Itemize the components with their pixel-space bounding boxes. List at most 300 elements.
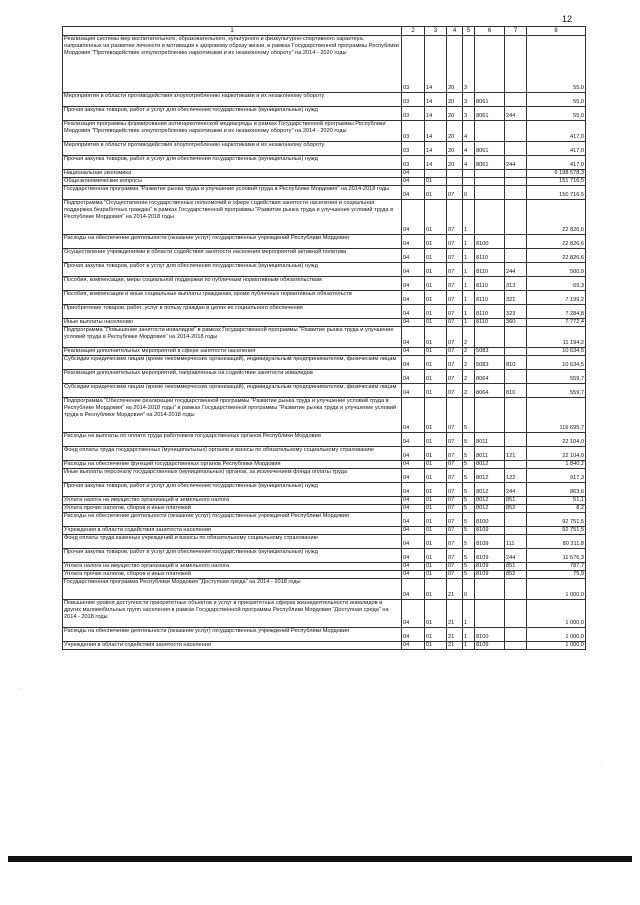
code-cell <box>475 178 505 186</box>
code-cell: 5 <box>463 549 475 563</box>
code-cell: 04 <box>402 571 425 579</box>
code-cell: 5 <box>463 505 475 513</box>
table-row <box>63 628 586 642</box>
table-body <box>63 27 586 650</box>
code-cell: 07 <box>447 305 463 319</box>
code-cell: 07 <box>447 186 463 200</box>
code-cell: 20 <box>447 142 463 156</box>
row-name-cell: Расходы на выплаты по оплате труда работников государственных органов Республики Мордовия <box>63 433 402 447</box>
row-name-cell: Прочая закупка товаров, работ и услуг для обеспечения государственных (муниципальных) нужд <box>63 483 402 497</box>
code-cell: 07 <box>447 447 463 461</box>
row-name-cell: Национальная экономика <box>63 170 402 178</box>
amount-cell: 116 695,7 <box>527 398 586 433</box>
table-row <box>63 305 586 319</box>
code-cell: 8109 <box>475 527 505 535</box>
code-cell: 04 <box>402 563 425 571</box>
table-row <box>63 527 586 535</box>
table-row <box>63 348 586 356</box>
table-row <box>63 36 586 93</box>
code-cell: 8012 <box>475 505 505 513</box>
code-cell: 14 <box>425 121 447 142</box>
code-cell: 5 <box>463 398 475 433</box>
code-cell: 04 <box>402 186 425 200</box>
code-cell <box>505 600 527 628</box>
code-cell: 8061 <box>475 156 505 170</box>
page-number: 12 <box>562 14 573 24</box>
code-cell: 8110 <box>475 319 505 327</box>
code-cell: 07 <box>447 319 463 327</box>
amount-cell: 92 751,5 <box>527 527 586 535</box>
header-cell: 7 <box>505 27 527 36</box>
amount-cell: 10 634,5 <box>527 348 586 356</box>
row-name-cell: Иные выплаты населению <box>63 319 402 327</box>
code-cell: 2 <box>463 348 475 356</box>
code-cell: 360 <box>505 319 527 327</box>
code-cell: 3 <box>463 107 475 121</box>
code-cell: 01 <box>425 186 447 200</box>
code-cell: 04 <box>402 527 425 535</box>
code-cell: 04 <box>402 370 425 384</box>
code-cell: 810 <box>505 356 527 370</box>
table-row <box>63 107 586 121</box>
table-row <box>63 497 586 505</box>
code-cell <box>505 142 527 156</box>
table-row <box>63 93 586 107</box>
scan-speck: · <box>20 686 22 692</box>
code-cell: 8109 <box>475 563 505 571</box>
code-cell <box>463 178 475 186</box>
table-row <box>63 121 586 142</box>
code-cell: 04 <box>402 319 425 327</box>
code-cell: 1 <box>463 319 475 327</box>
code-cell: 07 <box>447 469 463 483</box>
row-name-cell: Прочая закупка товаров, работ и услуг для обеспечения государственных (муниципальных) нужд <box>63 263 402 277</box>
code-cell: 07 <box>447 356 463 370</box>
header-cell: 2 <box>402 27 425 36</box>
row-name-cell: Государственная программа "Развитие рынка труда и улучшение условий труда в Республике Мордовия" на 2014-2018 годы <box>63 186 402 200</box>
code-cell <box>505 121 527 142</box>
code-cell: 01 <box>425 571 447 579</box>
code-cell: 1 <box>463 200 475 235</box>
code-cell: 8109 <box>475 571 505 579</box>
code-cell <box>505 36 527 93</box>
row-name-cell: Уплата прочих налогов, сборов и иных платежей <box>63 571 402 579</box>
amount-cell: 55,0 <box>527 107 586 121</box>
amount-cell: 863,6 <box>527 483 586 497</box>
code-cell: 01 <box>425 433 447 447</box>
row-name-cell: Расходы на обеспечение деятельности (оказание услуг) государственных учреждений Республики Мордовия <box>63 628 402 642</box>
code-cell: 8110 <box>475 277 505 291</box>
code-cell: 01 <box>425 356 447 370</box>
code-cell: 07 <box>447 370 463 384</box>
code-cell: 07 <box>447 505 463 513</box>
row-name-cell: Учреждения в области содействия занятости населения <box>63 527 402 535</box>
code-cell: 244 <box>505 263 527 277</box>
amount-cell: 1 000,0 <box>527 628 586 642</box>
code-cell: 01 <box>425 527 447 535</box>
code-cell <box>505 235 527 249</box>
code-cell: 3 <box>463 36 475 93</box>
code-cell: 03 <box>402 36 425 93</box>
code-cell: 01 <box>425 319 447 327</box>
amount-cell: 7 284,8 <box>527 305 586 319</box>
code-cell: 04 <box>402 447 425 461</box>
code-cell: 07 <box>447 513 463 527</box>
code-cell: 14 <box>425 156 447 170</box>
code-cell: 07 <box>447 249 463 263</box>
code-cell <box>475 170 505 178</box>
code-cell: 01 <box>425 505 447 513</box>
code-cell: 07 <box>447 291 463 305</box>
code-cell: 04 <box>402 469 425 483</box>
row-name-cell: Фонд оплаты труда казенных учреждений и взносы по обязательному социальному страхованию <box>63 535 402 549</box>
code-cell: 21 <box>447 600 463 628</box>
header-cell: 4 <box>447 27 463 36</box>
amount-cell: 22 104,0 <box>527 447 586 461</box>
code-cell: 04 <box>402 497 425 505</box>
code-cell: 1 <box>463 249 475 263</box>
code-cell: 01 <box>425 447 447 461</box>
code-cell: 07 <box>447 571 463 579</box>
header-cell: 6 <box>475 27 505 36</box>
code-cell: 07 <box>447 235 463 249</box>
code-cell: 07 <box>447 549 463 563</box>
amount-cell: 22 826,6 <box>527 249 586 263</box>
table-row <box>63 563 586 571</box>
code-cell: 14 <box>425 107 447 121</box>
header-cell: 1 <box>63 27 402 36</box>
code-cell: 03 <box>402 142 425 156</box>
code-cell: 1 <box>463 642 475 650</box>
amount-cell: 11 194,2 <box>527 327 586 348</box>
code-cell: 8110 <box>475 291 505 305</box>
code-cell: 5 <box>463 513 475 527</box>
code-cell: 5 <box>463 497 475 505</box>
code-cell <box>505 249 527 263</box>
code-cell: 01 <box>425 628 447 642</box>
code-cell: 5 <box>463 461 475 469</box>
table-row <box>63 513 586 527</box>
code-cell: 01 <box>425 469 447 483</box>
row-name-cell: Расходы на обеспечение деятельности (оказание услуг) государственных учреждений Республики Мордовия <box>63 513 402 527</box>
code-cell: 01 <box>425 600 447 628</box>
code-cell: 04 <box>402 356 425 370</box>
code-cell: 07 <box>447 263 463 277</box>
code-cell: 01 <box>425 291 447 305</box>
code-cell <box>475 398 505 433</box>
amount-cell: 1 840,2 <box>527 461 586 469</box>
code-cell: 4 <box>463 156 475 170</box>
code-cell: 8110 <box>475 249 505 263</box>
amount-cell: 417,0 <box>527 156 586 170</box>
code-cell: 2 <box>463 356 475 370</box>
code-cell: 5 <box>463 433 475 447</box>
table-row <box>63 263 586 277</box>
amount-cell: 151 716,5 <box>527 178 586 186</box>
code-cell: 01 <box>425 370 447 384</box>
row-name-cell: Иные выплаты персоналу государственных (муниципальных) органов, за исключением фонда оплаты труда <box>63 469 402 483</box>
table-row <box>63 461 586 469</box>
code-cell: 5 <box>463 535 475 549</box>
code-cell <box>475 327 505 348</box>
table-row <box>63 535 586 549</box>
code-cell: 8012 <box>475 461 505 469</box>
table-row <box>63 549 586 563</box>
code-cell: 04 <box>402 549 425 563</box>
code-cell: 5 <box>463 527 475 535</box>
table-row <box>63 156 586 170</box>
amount-cell: 1 000,0 <box>527 642 586 650</box>
code-cell: 04 <box>402 628 425 642</box>
code-cell: 3 <box>463 93 475 107</box>
row-name-cell: Общеэкономические вопросы <box>63 178 402 186</box>
table-row <box>63 600 586 628</box>
code-cell: 8109 <box>475 642 505 650</box>
code-cell: 01 <box>425 549 447 563</box>
code-cell: 8061 <box>475 93 505 107</box>
code-cell: 5083 <box>475 356 505 370</box>
table-row <box>63 200 586 235</box>
amount-cell: 69,3 <box>527 277 586 291</box>
code-cell <box>505 433 527 447</box>
code-cell: 01 <box>425 398 447 433</box>
code-cell: 20 <box>447 93 463 107</box>
code-cell <box>475 186 505 200</box>
code-cell: 323 <box>505 305 527 319</box>
code-cell <box>425 170 447 178</box>
code-cell: 8100 <box>475 513 505 527</box>
code-cell: 5 <box>463 469 475 483</box>
code-cell <box>505 628 527 642</box>
code-cell: 121 <box>505 447 527 461</box>
code-cell: 04 <box>402 600 425 628</box>
code-cell: 810 <box>505 384 527 398</box>
row-name-cell: Уплата налога на имущество организаций и земельного налога <box>63 563 402 571</box>
amount-cell: 22 104,0 <box>527 433 586 447</box>
code-cell: 20 <box>447 121 463 142</box>
code-cell: 8110 <box>475 305 505 319</box>
code-cell: 04 <box>402 263 425 277</box>
code-cell: 07 <box>447 497 463 505</box>
code-cell: 122 <box>505 469 527 483</box>
table-row <box>63 142 586 156</box>
code-cell: 07 <box>447 384 463 398</box>
code-cell: 04 <box>402 291 425 305</box>
row-name-cell: Подпрограмма "Осуществление государственных полномочий в сфере содействия занятости населения и социальная поддержка безработных граждан" в рамках Государственной программы "Развитие рынка труда и улучшение условий труда в Республике Мордовия" на 2014-2018 годы <box>63 200 402 235</box>
code-cell: 01 <box>425 579 447 600</box>
table-row <box>63 356 586 370</box>
code-cell <box>505 327 527 348</box>
table-row <box>63 370 586 384</box>
code-cell: 1 <box>463 628 475 642</box>
code-cell: 04 <box>402 461 425 469</box>
amount-cell: 55,0 <box>527 93 586 107</box>
table-row <box>63 186 586 200</box>
row-name-cell: Учреждения в области содействия занятости населения <box>63 642 402 650</box>
code-cell <box>505 348 527 356</box>
code-cell: 244 <box>505 107 527 121</box>
code-cell: 8064 <box>475 384 505 398</box>
budget-table <box>62 26 586 650</box>
code-cell: 04 <box>402 433 425 447</box>
amount-cell: 500,9 <box>527 263 586 277</box>
code-cell <box>475 121 505 142</box>
amount-cell: 75,9 <box>527 571 586 579</box>
row-name-cell: Государственная программа Республики Мордовия "Доступная среда" на 2014 - 2018 годы <box>63 579 402 600</box>
code-cell: 14 <box>425 93 447 107</box>
code-cell: 04 <box>402 535 425 549</box>
table-row <box>63 249 586 263</box>
code-cell: 1 <box>463 235 475 249</box>
scan-edge-bar <box>8 856 632 862</box>
code-cell: 111 <box>505 535 527 549</box>
code-cell: 01 <box>425 563 447 571</box>
table-row <box>63 469 586 483</box>
code-cell: 07 <box>447 433 463 447</box>
code-cell: 01 <box>425 277 447 291</box>
table-row <box>63 319 586 327</box>
code-cell: 07 <box>447 535 463 549</box>
scan-speck: · <box>600 760 602 766</box>
code-cell: 01 <box>425 384 447 398</box>
code-cell: 21 <box>447 628 463 642</box>
code-cell: 8012 <box>475 483 505 497</box>
row-name-cell: Подпрограмма "Обеспечение реализации государственной программы "Развитие рынка труда и улучшение условий труда в Республике Мордовия" на 2014-2018 годы" в рамках Государственной программы "Развитие рынка труда и улучшение условий труда в Республике Мордовия" на 2014-2018 годы <box>63 398 402 433</box>
code-cell: 04 <box>402 249 425 263</box>
code-cell: 03 <box>402 121 425 142</box>
header-cell: 5 <box>463 27 475 36</box>
amount-cell: 1 000,0 <box>527 579 586 600</box>
header-cell: 8 <box>527 27 586 36</box>
code-cell: 0 <box>463 579 475 600</box>
code-cell: 14 <box>425 142 447 156</box>
amount-cell: 559,7 <box>527 370 586 384</box>
amount-cell: 22 826,6 <box>527 235 586 249</box>
amount-cell: 917,3 <box>527 469 586 483</box>
code-cell: 5083 <box>475 348 505 356</box>
code-cell <box>505 398 527 433</box>
row-name-cell: Уплата налога на имущество организаций и земельного налога <box>63 497 402 505</box>
code-cell <box>505 200 527 235</box>
row-name-cell: Уплата прочих налогов, сборов и иных платежей <box>63 505 402 513</box>
code-cell: 14 <box>425 36 447 93</box>
code-cell: 03 <box>402 156 425 170</box>
row-name-cell: Реализация дополнительных мероприятий, направленных на содействие занятости инвалидов <box>63 370 402 384</box>
code-cell: 04 <box>402 398 425 433</box>
amount-cell: 92 751,5 <box>527 513 586 527</box>
code-cell: 07 <box>447 563 463 571</box>
code-cell: 21 <box>447 642 463 650</box>
code-cell: 01 <box>425 535 447 549</box>
table-row <box>63 277 586 291</box>
code-cell <box>505 93 527 107</box>
amount-cell: 1 000,0 <box>527 600 586 628</box>
amount-cell: 417,0 <box>527 121 586 142</box>
code-cell: 8061 <box>475 107 505 121</box>
code-cell: 01 <box>425 513 447 527</box>
code-cell: 8012 <box>475 469 505 483</box>
code-cell: 04 <box>402 513 425 527</box>
table-row <box>63 433 586 447</box>
code-cell: 01 <box>425 249 447 263</box>
code-cell: 01 <box>425 263 447 277</box>
code-cell: 01 <box>425 483 447 497</box>
code-cell: 07 <box>447 483 463 497</box>
table-row <box>63 384 586 398</box>
code-cell: 8012 <box>475 497 505 505</box>
amount-cell: 51,1 <box>527 497 586 505</box>
code-cell: 04 <box>402 235 425 249</box>
code-cell: 04 <box>402 642 425 650</box>
code-cell: 8064 <box>475 370 505 384</box>
code-cell: 5 <box>463 571 475 579</box>
code-cell: 1 <box>463 277 475 291</box>
code-cell: 04 <box>402 505 425 513</box>
code-cell <box>447 170 463 178</box>
code-cell: 8061 <box>475 142 505 156</box>
code-cell: 04 <box>402 327 425 348</box>
code-cell: 20 <box>447 156 463 170</box>
code-cell <box>447 178 463 186</box>
code-cell: 2 <box>463 370 475 384</box>
code-cell: 01 <box>425 497 447 505</box>
code-cell <box>475 200 505 235</box>
code-cell: 07 <box>447 527 463 535</box>
amount-cell: 7 199,2 <box>527 291 586 305</box>
code-cell: 07 <box>447 277 463 291</box>
amount-cell: 559,7 <box>527 384 586 398</box>
table-row <box>63 483 586 497</box>
code-cell: 5 <box>463 447 475 461</box>
code-cell <box>463 170 475 178</box>
table-row <box>63 291 586 305</box>
code-cell: 1 <box>463 263 475 277</box>
code-cell <box>475 579 505 600</box>
row-name-cell: Расходы на обеспечение функций государственных органов Республики Мордовия <box>63 461 402 469</box>
row-name-cell: Повышение уровня доступности приоритетных объектов и услуг в приоритетных сферах жизнедеятельности инвалидов и других маломобильных групп населения в рамках Государственной программы Республики Мордовия "Доступная среда" на 2014 - 2018 годы <box>63 600 402 628</box>
table-row <box>63 571 586 579</box>
code-cell <box>505 170 527 178</box>
code-cell: 244 <box>505 483 527 497</box>
code-cell: 03 <box>402 107 425 121</box>
table-row <box>63 178 586 186</box>
header-cell: 3 <box>425 27 447 36</box>
row-name-cell: Субсидии юридическим лицам (кроме некоммерческих организаций), индивидуальным предпринимателям, физическим лицам <box>63 384 402 398</box>
code-cell: 0 <box>463 186 475 200</box>
table-row <box>63 505 586 513</box>
code-cell: 8110 <box>475 263 505 277</box>
code-cell: 21 <box>447 579 463 600</box>
row-name-cell: Мероприятия в области противодействия злоупотреблению наркотиками и их незаконному обороту <box>63 142 402 156</box>
code-cell: 04 <box>402 579 425 600</box>
amount-cell: 6 198 578,3 <box>527 170 586 178</box>
row-name-cell: Реализация дополнительных мероприятий в сфере занятости населения <box>63 348 402 356</box>
code-cell <box>505 178 527 186</box>
code-cell: 8011 <box>475 433 505 447</box>
code-cell: 01 <box>425 178 447 186</box>
code-cell <box>505 513 527 527</box>
code-cell: 8011 <box>475 447 505 461</box>
code-cell <box>505 186 527 200</box>
code-cell: 1 <box>463 600 475 628</box>
table-row <box>63 642 586 650</box>
code-cell: 20 <box>447 107 463 121</box>
code-cell: 8100 <box>475 235 505 249</box>
row-name-cell: Прочая закупка товаров, работ и услуг для обеспечения государственных (муниципальных) нужд <box>63 156 402 170</box>
code-cell: 5 <box>463 483 475 497</box>
code-cell: 851 <box>505 563 527 571</box>
code-cell: 01 <box>425 235 447 249</box>
